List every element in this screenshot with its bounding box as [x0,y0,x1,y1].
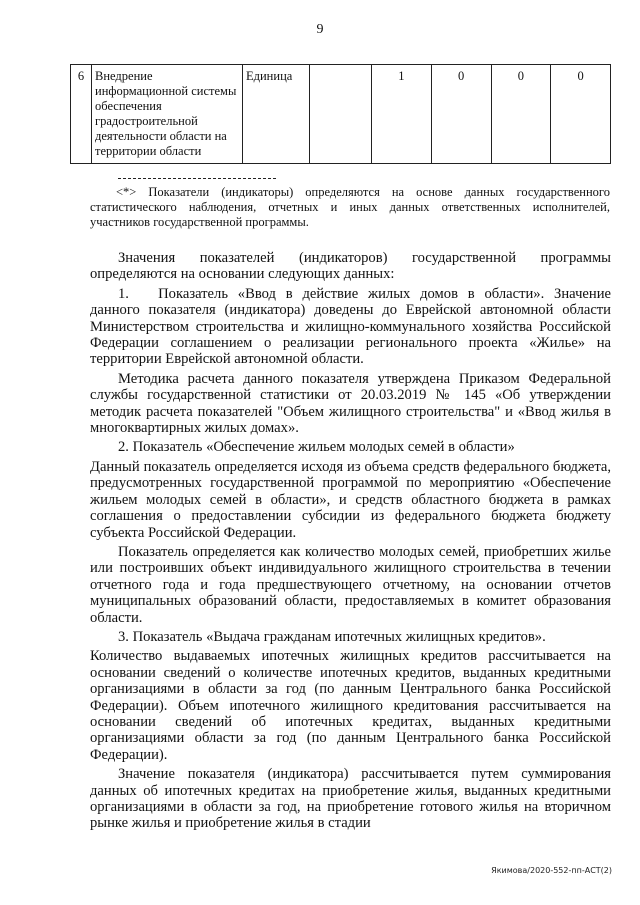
table-row [71,65,611,164]
paragraph-indicator-2-title: 2. Показатель «Обеспечение жильем молодых семей в области» [118,439,515,456]
footnote-divider [118,178,276,179]
paragraph-indicator-3-desc: Количество выдаваемых ипотечных жилищных кредитов рассчитывается на основании сведений о количестве ипотечных кредитов, выданных кредитными организациями в области за год (по данным Центрального банка Российской Федерации). Объем ипотечного жилищного кредитования рассчитывается на основании сведений об ипотечных кредитах, выданных кредитными организациями области за год (по данным Центрального банка Российской Федерации). [90,648,611,763]
footnote: <*> Показатели (индикаторы) определяются на основе данных государственного статистического наблюдения, отчетных и иных данных ответственных исполнителей, участников государственной программы. [90,185,610,229]
indicators-table [70,64,611,164]
paragraph-indicator-3-calc: Значение показателя (индикатора) рассчитывается путем суммирования данных об ипотечных кредитах на приобретение жилья, выданных кредитными организациями в области за год, на приобретение готового жилья на вторичном рынке жилья и приобретение жилья в стадии [90,766,611,832]
indicator-name: Внедрение информационной системы обеспечения градостроительной деятельности области на территории области [92,65,243,164]
paragraph-indicator-1: 1. Показатель «Ввод в действие жилых домов в области». Значение данного показателя (индикатора) доведены до Еврейской автономной области Министерством строительства и жилищно-коммунального хозяйства Российской Федерации соглашением о реализации регионального проекта «Жилье» на территории Еврейской автономной области. [90,285,611,368]
page-number: 9 [316,22,324,37]
value-cell-4: 0 [491,65,551,164]
paragraph-indicator-2-calc: Показатель определяется как количество молодых семей, приобретших жилье или построивших объект индивидуального жилищного строительства в течении отчетного года и года предшествующего отчетному, на основании отчетов муниципальных образований области, предоставляемых в комитет образования области. [90,543,611,626]
unit-cell: Единица [243,65,310,164]
value-cell-1 [310,65,372,164]
paragraph-indicator-3-title: 3. Показатель «Выдача гражданам ипотечных жилищных кредитов». [118,628,546,645]
paragraph-indicator-2-desc: Данный показатель определяется исходя из объема средств федерального бюджета, предусмотренных государственной программой по мероприятию «Обеспечение жильем молодых семей в области», и средств областного бюджета в рамках соглашения о предоставлении субсидии из федерального бюджета бюджету субъекта Российской Федерации. [90,458,611,541]
paragraph-intro: Значения показателей (индикаторов) государственной программы определяются на основании следующих данных: [90,250,611,283]
paragraph-methodology: Методика расчета данного показателя утверждена Приказом Федеральной службы государственной статистики от 20.03.2019 № 145 «Об утверждении методик расчета показателей "Объем жилищного строительства" и «Ввод жилья в многоквартирных жилых домах». [90,370,611,437]
row-number: 6 [71,65,92,164]
value-cell-5: 0 [551,65,611,164]
value-cell-3: 0 [431,65,491,164]
value-cell-2: 1 [372,65,432,164]
document-signature: Якимова/2020-552-пп-АСТ(2) [491,866,612,875]
document-body [90,250,611,835]
